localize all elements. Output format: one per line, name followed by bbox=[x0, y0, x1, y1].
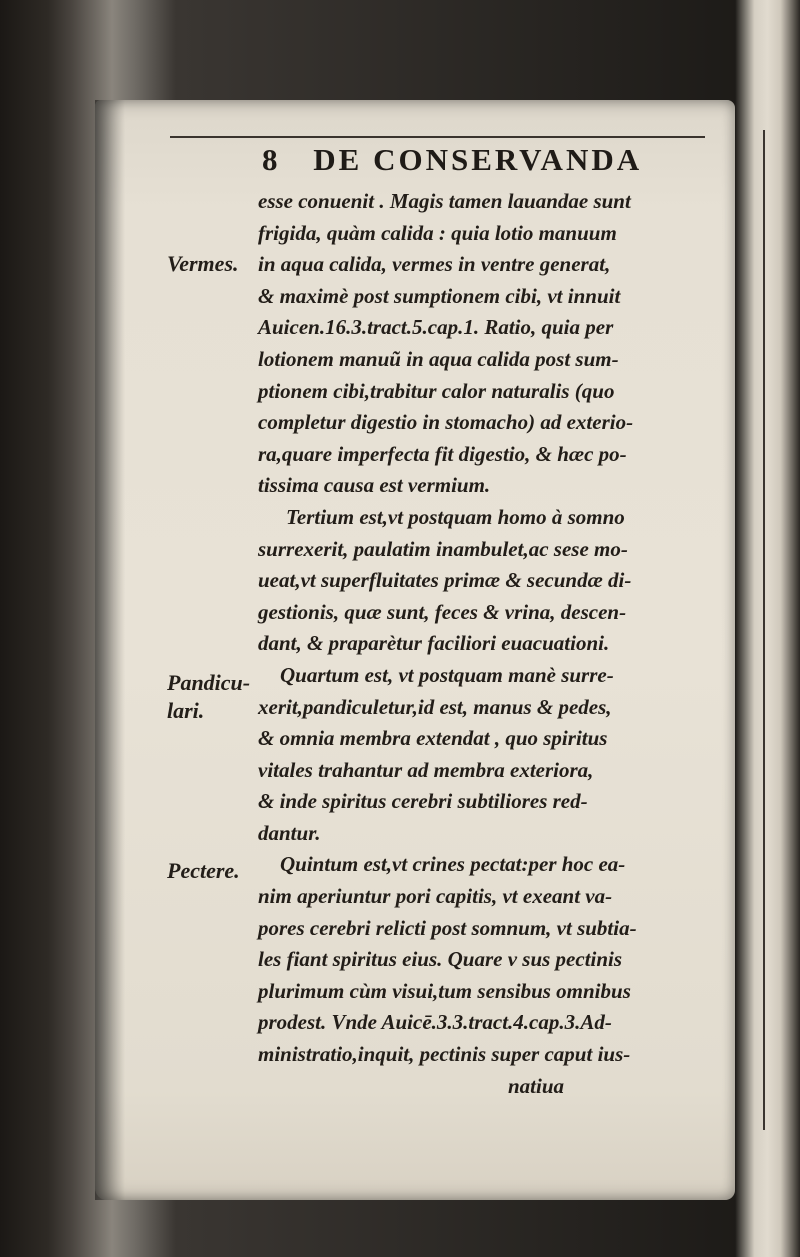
text-line: gestionis, quæ sunt, feces & vrina, descen- bbox=[258, 599, 627, 624]
margin-note-pandiculari bbox=[167, 669, 250, 725]
text-line: completur digestio in stomacho) ad exterio- bbox=[258, 410, 634, 435]
text-line: dant, & praparètur faciliori euacuationi. bbox=[258, 631, 610, 656]
text-line: xerit,pandiculetur,id est, manus & pedes, bbox=[258, 694, 612, 719]
text-line: plurimum cùm visui,tum sensibus omnibus bbox=[258, 978, 631, 1003]
margin-note-vermes bbox=[167, 250, 239, 278]
text-line: Quartum est, vt postquam manè surre- bbox=[280, 662, 614, 687]
text-line: ministratio,inquit, pectinis super caput ius- bbox=[258, 1042, 631, 1067]
text-line: Auicen.16.3.tract.5.cap.1. Ratio, quia per bbox=[258, 315, 614, 340]
text-line: tissima causa est vermium. bbox=[258, 473, 491, 498]
facing-page-edge bbox=[735, 0, 800, 1257]
text-line: & maximè post sumptionem cibi, vt innuit bbox=[258, 283, 621, 308]
text-line: vitales trahantur ad membra exteriora, bbox=[258, 757, 594, 782]
text-line: & inde spiritus cerebri subtiliores red- bbox=[258, 789, 588, 814]
text-line: natiua bbox=[508, 1073, 565, 1098]
text-line: les fiant spiritus eius. Quare v sus pectinis bbox=[258, 947, 623, 972]
text-line: frigida, quàm calida : quia lotio manuum bbox=[258, 220, 617, 245]
text-line: pores cerebri relicti post somnum, vt subtia- bbox=[258, 915, 637, 940]
running-header bbox=[262, 142, 642, 178]
text-line: Tertium est,vt postquam homo à somno bbox=[286, 504, 625, 529]
header-rule bbox=[170, 136, 705, 138]
text-line: dantur. bbox=[258, 820, 321, 845]
text-line: & omnia membra extendat , quo spiritus bbox=[258, 726, 608, 751]
text-line: ptionem cibi,trabitur calor naturalis (quo bbox=[258, 378, 615, 403]
text-line: esse conuenit . Magis tamen lauandae sunt bbox=[258, 189, 631, 213]
facing-page-rule bbox=[763, 130, 765, 1130]
text-line: Quintum est,vt crines pectat:per hoc ea- bbox=[280, 852, 626, 877]
margin-note-text: Vermes. bbox=[167, 251, 239, 276]
running-title: DE CONSERVANDA bbox=[313, 142, 643, 177]
text-line: ra,quare imperfecta fit digestio, & hæc po- bbox=[258, 441, 627, 466]
margin-note-text: Pectere. bbox=[167, 858, 240, 883]
text-line: prodest. Vnde Auicē.3.3.tract.4.cap.3.Ad- bbox=[258, 1010, 612, 1035]
page-number: 8 bbox=[262, 142, 281, 177]
text-line: ueat,vt superfluitates primæ & secundæ di- bbox=[258, 568, 632, 593]
margin-note-text: Pandicu- bbox=[167, 670, 251, 695]
margin-note-text: lari. bbox=[167, 698, 205, 723]
text-line: in aqua calida, vermes in ventre generat, bbox=[258, 252, 611, 277]
text-line: surrexerit, paulatim inambulet,ac sese mo- bbox=[258, 536, 628, 561]
text-line: nim aperiuntur pori capitis, vt exeant va- bbox=[258, 884, 613, 909]
text-line: lotionem manuũ in aqua calida post sum- bbox=[258, 346, 619, 371]
body-text bbox=[258, 186, 698, 1102]
margin-note-pectere bbox=[167, 857, 240, 885]
